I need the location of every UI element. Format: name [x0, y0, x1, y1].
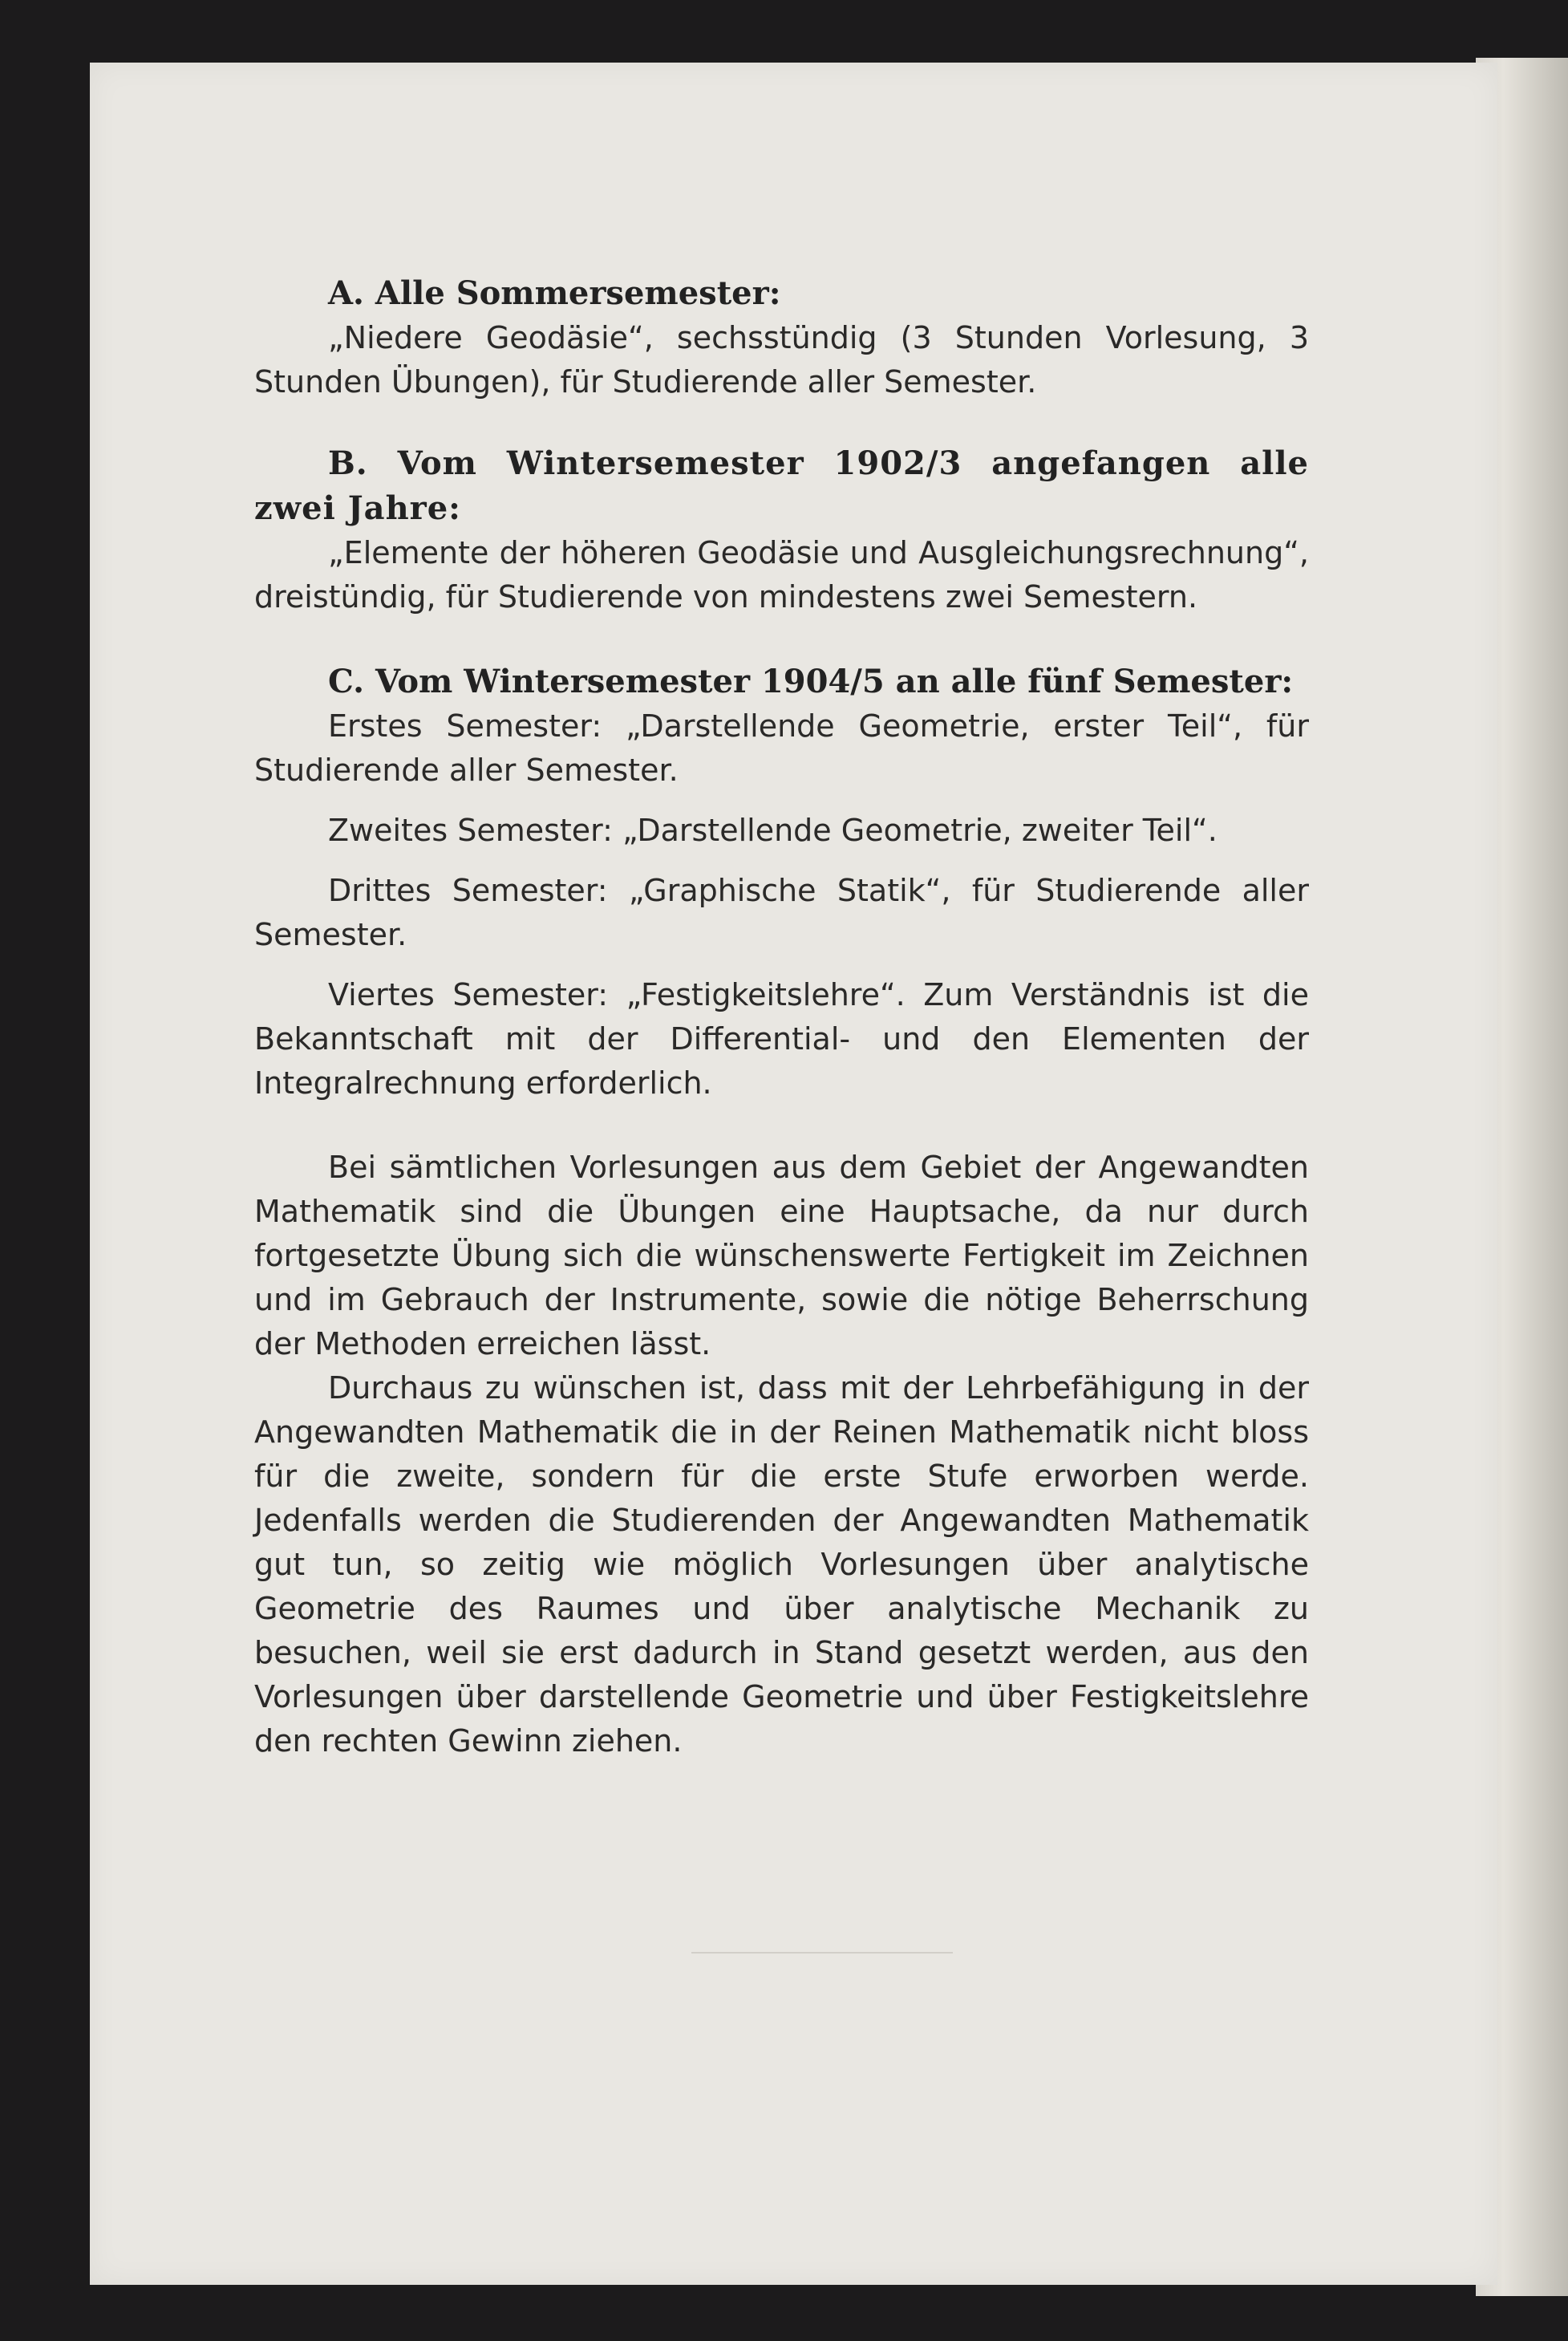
end-rule: [691, 1952, 953, 1954]
section-b-heading: B. Vom Wintersemester 1902/3 angefangen alle zwei Jahre:: [254, 444, 1309, 527]
section-c-item-1: Erstes Semester: „Darstellende Geometrie, erster Teil“, für Studierende aller Semester.: [254, 708, 1309, 788]
section-a-body: „Niedere Geodäsie“, sechsstündig (3 Stunden Vorlesung, 3 Stunden Übungen), für Studierende aller Semester.: [254, 320, 1309, 400]
closing-paragraph-2: Durchaus zu wünschen ist, dass mit der Lehrbefähigung in der Angewandten Mathematik die in der Reinen Mathematik nicht bloss für die zweite, sondern für die erste Stufe erworben werde. Jedenfalls werden die Studierenden der Angewandten Mathematik gut tun, so zeitig wie möglich Vorlesungen über analytische Geometrie des Raumes und über analytische Mechanik zu besuchen, weil sie erst dadurch in Stand gesetzt werden, aus den Vorlesungen über darstellende Geometrie und über Festigkeitslehre den rechten Gewinn ziehen.: [254, 1370, 1309, 1759]
section-c-item-3: Drittes Semester: „Graphische Statik“, für Studierende aller Semester.: [254, 873, 1309, 952]
section-a-heading: A. Alle Sommersemester:: [328, 274, 781, 312]
section-b-body: „Elemente der höheren Geodäsie und Ausgleichungsrechnung“, dreistündig, für Studierende von mindestens zwei Semestern.: [254, 535, 1309, 615]
document-text: [254, 271, 1309, 1763]
section-c-item-4: Viertes Semester: „Festigkeitslehre“. Zum Verständnis ist die Bekanntschaft mit der Differential- und den Elementen der Integralrechnung erforderlich.: [254, 977, 1309, 1101]
section-c-item-2: Zweites Semester: „Darstellende Geometrie, zweiter Teil“.: [328, 813, 1218, 848]
closing-paragraph-1: Bei sämtlichen Vorlesungen aus dem Gebiet der Angewandten Mathematik sind die Übungen eine Hauptsache, da nur durch fortgesetzte Übung sich die wünschenswerte Fertigkeit im Zeichnen und im Gebrauch der Instrumente, sowie die nötige Beherrschung der Methoden erreichen lässt.: [254, 1150, 1309, 1361]
section-c-heading: C. Vom Wintersemester 1904/5 an alle fünf Semester:: [328, 663, 1294, 700]
